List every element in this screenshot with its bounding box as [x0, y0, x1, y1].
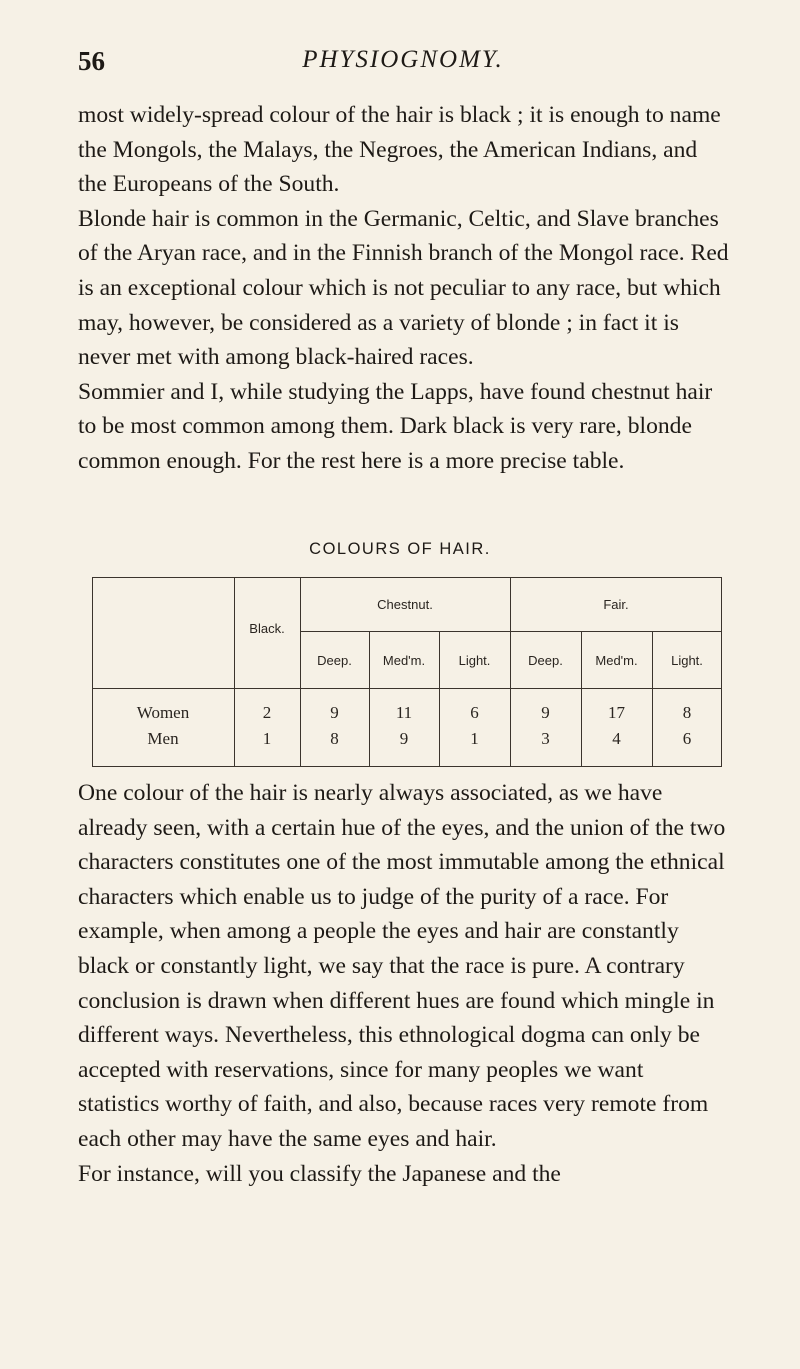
header-chestnut: Chestnut. — [377, 597, 433, 612]
table-cell: 8 — [682, 703, 692, 722]
page-number: 56 — [78, 46, 105, 76]
table-rule — [300, 631, 722, 632]
table-cell: 17 — [608, 703, 625, 722]
subheader-fair-deep: Deep. — [528, 653, 563, 668]
running-title: PHYSIOGNOMY. — [302, 46, 504, 73]
paragraph: Sommier and I, while studying the Lapps, have found chestnut hair to be most common among them. Dark black is very rare, blonde common enough. For the rest here is a more precise table. — [78, 378, 713, 474]
table-caption: COLOURS OF HAIR. — [309, 540, 491, 558]
table-cell: 3 — [541, 729, 550, 748]
table-cell: 2 — [262, 703, 272, 722]
table-cell: 1 — [262, 729, 272, 748]
paragraph: Blonde hair is common in the Germanic, Celtic, and Slave branches of the Aryan race, and in the Finnish branch of the Mongol race. Red is an exceptional colour which is not peculiar to any race, but which may, however, be considered as a variety of blonde ; in fact it is never met with among black-haired races. — [78, 205, 729, 371]
row-label-men: Men — [147, 729, 179, 748]
subheader-fair-light: Light. — [671, 653, 703, 668]
text-block-top — [78, 98, 730, 479]
table-rule — [92, 688, 722, 689]
table-cell: 4 — [612, 729, 621, 748]
paragraph: One colour of the hair is nearly always associated, as we have already seen, with a certain hue of the eyes, and the union of the two characters constitutes one of the most immutable among the ethnical characters which enable us to judge of the purity of a race. For example, when among a people the eyes and hair are constantly black or constantly light, we say that the race is pure. A contrary conclusion is drawn when different hues are found which mingle in different ways. Nevertheless, this ethnological dogma can only be accepted with reservations, since for many peoples we want statistics worthy of faith, and also, because races very remote from each other may have the same eyes and hair. — [78, 780, 726, 1152]
paragraph: For instance, will you classify the Japanese and the — [78, 1160, 561, 1187]
subheader-fair-medium: Med'm. — [595, 653, 638, 668]
table-cell: 9 — [541, 703, 550, 722]
header-fair: Fair. — [603, 597, 629, 612]
subheader-chestnut-light: Light. — [458, 653, 491, 668]
header-black: Black. — [249, 621, 285, 636]
table-cell: 9 — [399, 729, 409, 748]
page-header — [78, 46, 728, 86]
subheader-chestnut-medium: Med'm. — [382, 653, 426, 668]
table-cell: 1 — [470, 729, 479, 748]
table-cell: 11 — [395, 703, 413, 722]
text-block-bottom — [78, 776, 730, 1191]
table-cell: 6 — [470, 703, 479, 722]
table-cell: 9 — [330, 703, 339, 722]
table-cell: 8 — [330, 729, 339, 748]
hair-colour-table — [92, 577, 722, 767]
paragraph: most widely-spread colour of the hair is black ; it is enough to name the Mongols, the Malays, the Negroes, the American Indians, and the Europeans of the South. — [78, 102, 721, 198]
subheader-chestnut-deep: Deep. — [317, 653, 352, 668]
row-label-women: Women — [136, 703, 190, 722]
table-cell: 6 — [682, 729, 692, 748]
